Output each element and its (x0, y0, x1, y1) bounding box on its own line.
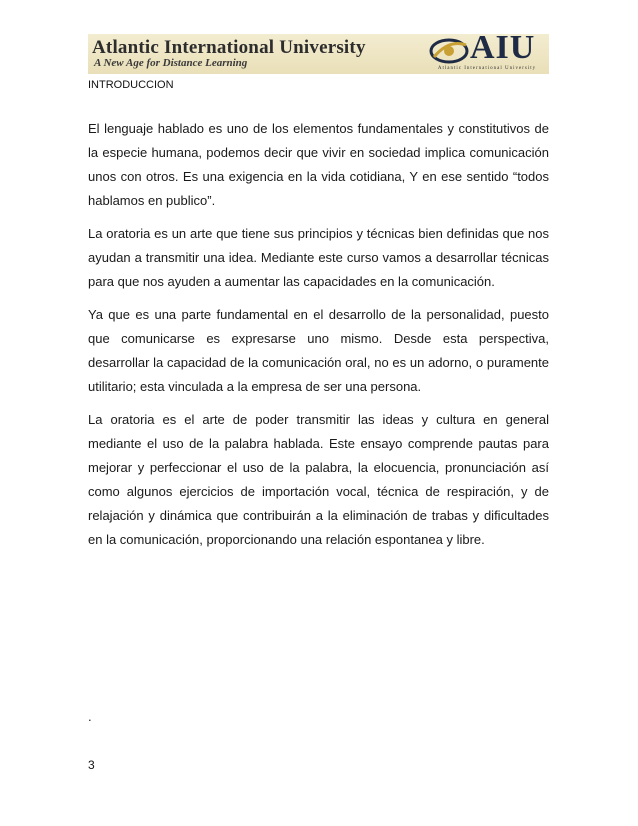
university-name: Atlantic International University (92, 37, 366, 58)
section-heading: INTRODUCCION (88, 79, 174, 91)
document-body (88, 117, 549, 561)
body-paragraph: El lenguaje hablado es uno de los elementos fundamentales y constitutivos de la especie humana, podemos decir que vivir en sociedad implica comunicación unos con otros. Es una exigencia en la vida cotidiana, Y en ese sentido “todos hablamos en publico”. (88, 121, 549, 208)
body-paragraph: Ya que es una parte fundamental en el desarrollo de la personalidad, puesto que comunicarse es expresarse uno mismo. Desde esta perspectiva, desarrollar la capacidad de la comunicación oral, no es un adorno, o puramente utilitario; esta vinculada a la empresa de ser una persona. (88, 307, 549, 394)
aiu-logo (428, 35, 546, 73)
globe-swoosh-icon (428, 37, 470, 65)
university-header-banner (88, 34, 549, 74)
body-paragraph: La oratoria es un arte que tiene sus principios y técnicas bien definidas que nos ayudan a transmitir una idea. Mediante este curso vamos a desarrollar técnicas para que nos ayuden a aumentar las capacidades en la comunicación. (88, 226, 549, 289)
page-number: 3 (88, 758, 95, 772)
aiu-logo-caption: Atlantic International University (437, 66, 537, 71)
university-tagline: A New Age for Distance Learning (94, 57, 248, 69)
aiu-logo-text: AIU (470, 34, 536, 66)
body-paragraph: La oratoria es el arte de poder transmitir las ideas y cultura en general mediante el uso de la palabra hablada. Este ensayo comprende pautas para mejorar y perfeccionar el uso de la palabra, la elocuencia, pronunciación así como algunos ejercicios de importación vocal, técnica de respiración, y de relajación y dinámica que contribuirán a la eliminación de trabas y dificultades en la comunicación, proporcionando una relación espontanea y libre. (88, 412, 549, 547)
trailing-dot: . (88, 709, 92, 724)
